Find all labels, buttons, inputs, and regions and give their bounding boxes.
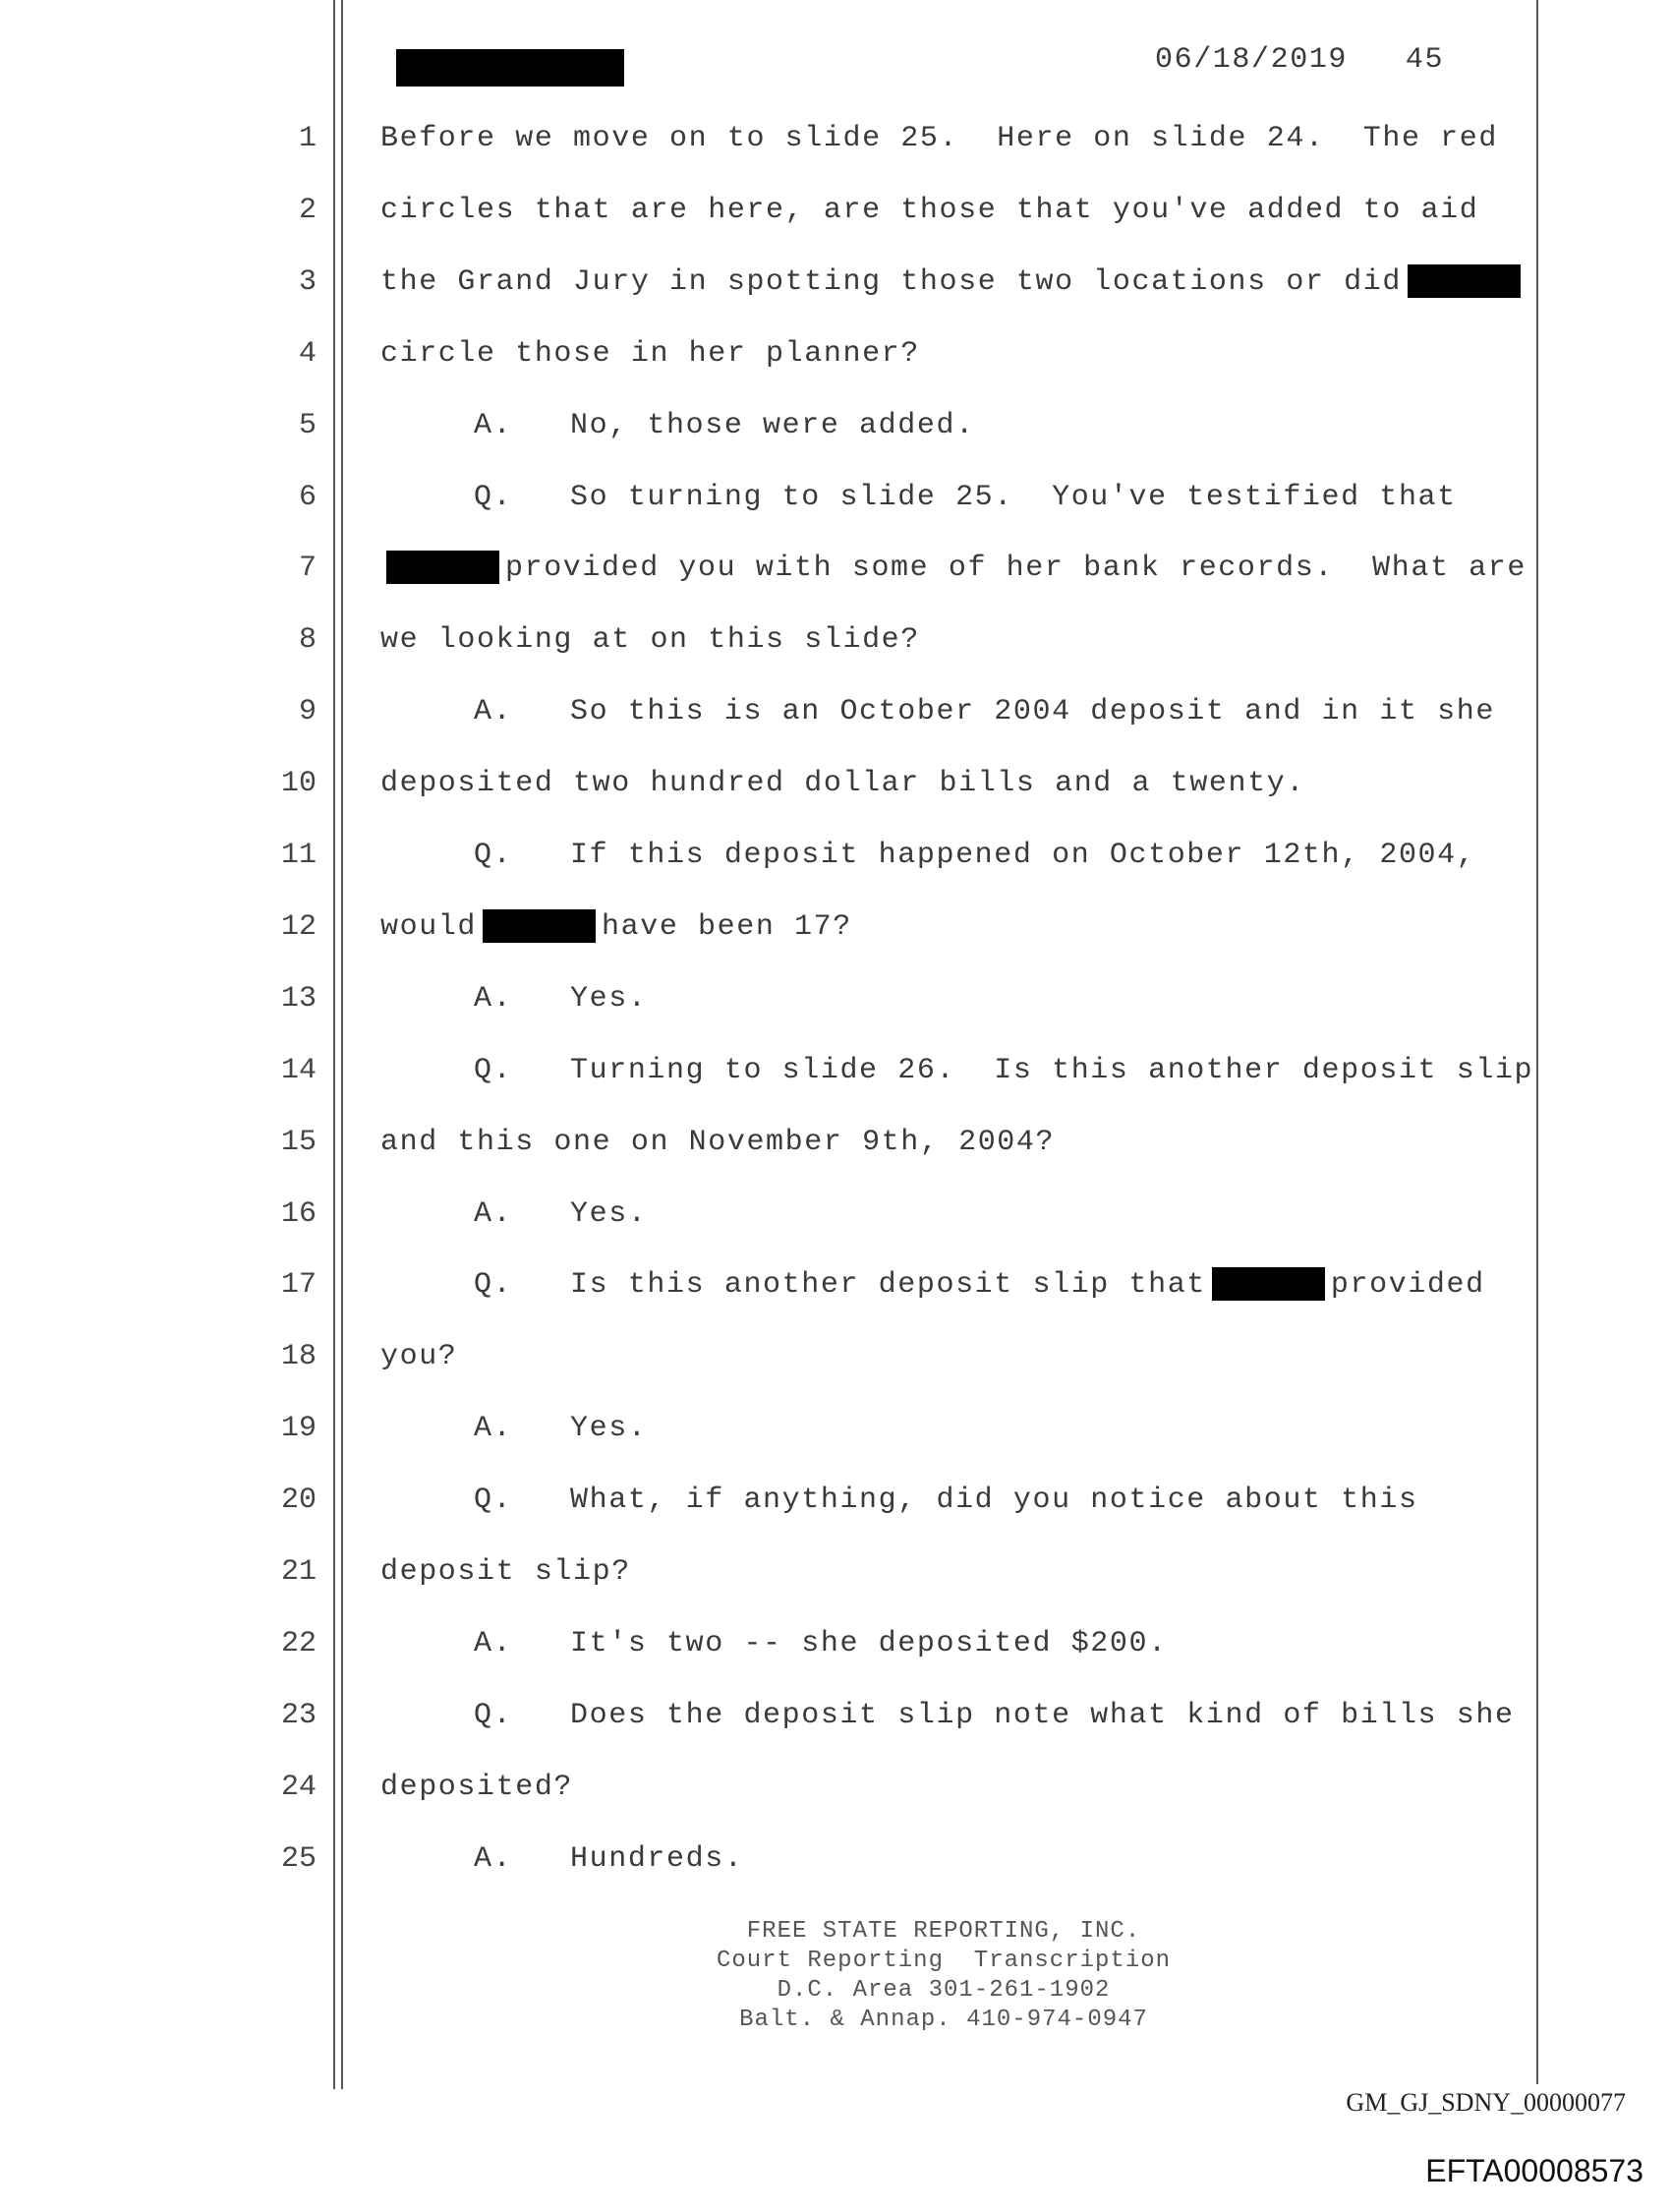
transcript-line [0, 963, 1671, 1034]
line-number: 19 [280, 1412, 317, 1446]
page-header [1155, 43, 1444, 77]
line-text [380, 1537, 631, 1607]
line-text [380, 892, 852, 962]
line-number: 3 [298, 264, 317, 299]
line-segment: the Grand Jury in spotting those two locations or did [380, 264, 1402, 299]
transcript-line [0, 1680, 1671, 1751]
line-number: 23 [280, 1698, 317, 1732]
transcript-line [0, 319, 1671, 389]
line-text [474, 1035, 1533, 1106]
redaction-box [483, 909, 596, 943]
transcript-line [0, 1393, 1671, 1464]
line-number: 7 [298, 552, 317, 586]
footer-company: FREE STATE REPORTING, INC. [746, 1918, 1141, 1945]
line-number: 14 [280, 1053, 317, 1087]
line-segment: have been 17? [602, 909, 852, 944]
line-number: 15 [280, 1125, 317, 1159]
transcript-line [0, 103, 1671, 174]
line-number: 21 [280, 1555, 317, 1589]
line-text [474, 963, 647, 1034]
header-date: 06/18/2019 [1155, 43, 1349, 77]
transcript-line [0, 1179, 1671, 1250]
line-number: 24 [280, 1770, 317, 1804]
footer-balt-phone: Balt. & Annap. 410-974-0947 [739, 2007, 1148, 2033]
line-text [474, 1250, 1485, 1320]
line-segment: A. No, those were added. [474, 408, 975, 442]
line-number: 25 [280, 1841, 317, 1876]
line-number: 11 [280, 839, 317, 872]
transcript-line [0, 748, 1671, 819]
redaction-box [386, 551, 499, 584]
transcript-line [0, 676, 1671, 747]
line-segment: Q. So turning to slide 25. You've testified that [474, 480, 1457, 514]
line-text [380, 1752, 573, 1823]
line-text [474, 1465, 1418, 1536]
line-segment: Q. Does the deposit slip note what kind of bills she [474, 1698, 1515, 1732]
line-text [380, 319, 920, 389]
line-text [380, 605, 920, 675]
line-number: 2 [298, 193, 317, 227]
line-text [380, 533, 1527, 604]
line-text [474, 1680, 1515, 1751]
line-number: 18 [280, 1340, 317, 1374]
transcript-line [0, 820, 1671, 891]
line-segment: deposited? [380, 1770, 574, 1804]
line-segment: would [380, 909, 478, 944]
line-number: 13 [280, 981, 317, 1016]
line-segment: circles that are here, are those that you've added to aid [380, 193, 1479, 227]
line-segment: circle those in her planner? [380, 336, 920, 371]
transcript-line [0, 1107, 1671, 1178]
line-text [380, 748, 1305, 819]
transcript-line [0, 390, 1671, 461]
transcript-line [0, 1321, 1671, 1392]
line-segment: Q. Is this another deposit slip that [474, 1268, 1206, 1303]
line-number: 17 [280, 1268, 317, 1303]
line-text [380, 175, 1478, 246]
line-segment: you? [380, 1340, 458, 1374]
line-segment: A. So this is an October 2004 deposit and in it she [474, 695, 1495, 729]
footer-dc-phone: D.C. Area 301-261-1902 [777, 1977, 1111, 2004]
line-text [380, 1107, 1055, 1178]
redaction-box-header [396, 49, 624, 87]
line-number: 10 [280, 767, 317, 801]
line-number: 16 [280, 1196, 317, 1231]
transcript-line [0, 1250, 1671, 1320]
transcript-line [0, 1537, 1671, 1607]
transcript-line [0, 175, 1671, 246]
transcript-line [0, 1608, 1671, 1679]
line-number: 5 [298, 408, 317, 442]
line-segment: A. Yes. [474, 981, 648, 1016]
line-segment: A. It's two -- she deposited $200. [474, 1626, 1168, 1660]
line-segment: A. Hundreds. [474, 1841, 744, 1876]
line-segment: provided [1330, 1268, 1485, 1303]
reporter-footer [649, 1917, 1239, 2035]
line-text [380, 103, 1498, 174]
transcript-line [0, 1035, 1671, 1106]
line-segment: Before we move on to slide 25. Here on slide 24. The red [380, 122, 1498, 155]
line-number: 4 [298, 336, 317, 371]
line-text [474, 1393, 647, 1464]
page-number: 45 [1405, 43, 1445, 77]
line-text [380, 247, 1527, 318]
line-number: 6 [298, 480, 317, 514]
line-segment: provided you with some of her bank records. What are [505, 552, 1527, 586]
line-number: 8 [298, 623, 317, 658]
line-segment: and this one on November 9th, 2004? [380, 1125, 1056, 1159]
line-text [474, 1179, 647, 1250]
redaction-box [1408, 264, 1521, 298]
transcript-line [0, 892, 1671, 962]
transcript-line [0, 462, 1671, 533]
line-segment: Q. If this deposit happened on October 12th, 2004, [474, 839, 1476, 872]
line-number: 9 [298, 695, 317, 729]
redaction-box [1212, 1267, 1325, 1301]
line-number: 1 [298, 122, 317, 155]
line-segment: A. Yes. [474, 1196, 648, 1231]
line-text [380, 1321, 457, 1392]
transcript-line [0, 1824, 1671, 1894]
line-number: 12 [280, 909, 317, 944]
line-text [474, 676, 1495, 747]
line-text [474, 820, 1475, 891]
line-text [474, 1608, 1168, 1679]
transcript-line [0, 247, 1671, 318]
line-segment: we looking at on this slide? [380, 623, 920, 658]
line-segment: A. Yes. [474, 1412, 648, 1446]
transcript-line [0, 1465, 1671, 1536]
line-text [474, 390, 975, 461]
line-segment: deposit slip? [380, 1555, 631, 1589]
footer-services: Court Reporting Transcription [716, 1948, 1172, 1974]
transcript-line [0, 1752, 1671, 1823]
transcript-line [0, 605, 1671, 675]
bates-number: GM_GJ_SDNY_00000077 [1346, 2088, 1626, 2117]
efta-number: EFTA00008573 [1425, 2153, 1643, 2188]
line-text [474, 462, 1457, 533]
line-segment: deposited two hundred dollar bills and a twenty. [380, 767, 1305, 801]
line-segment: Q. What, if anything, did you notice about this [474, 1484, 1418, 1518]
line-segment: Q. Turning to slide 26. Is this another deposit slip [474, 1053, 1534, 1087]
line-number: 22 [280, 1626, 317, 1660]
line-number: 20 [280, 1484, 317, 1518]
line-text [474, 1824, 743, 1894]
transcript-line [0, 533, 1671, 604]
